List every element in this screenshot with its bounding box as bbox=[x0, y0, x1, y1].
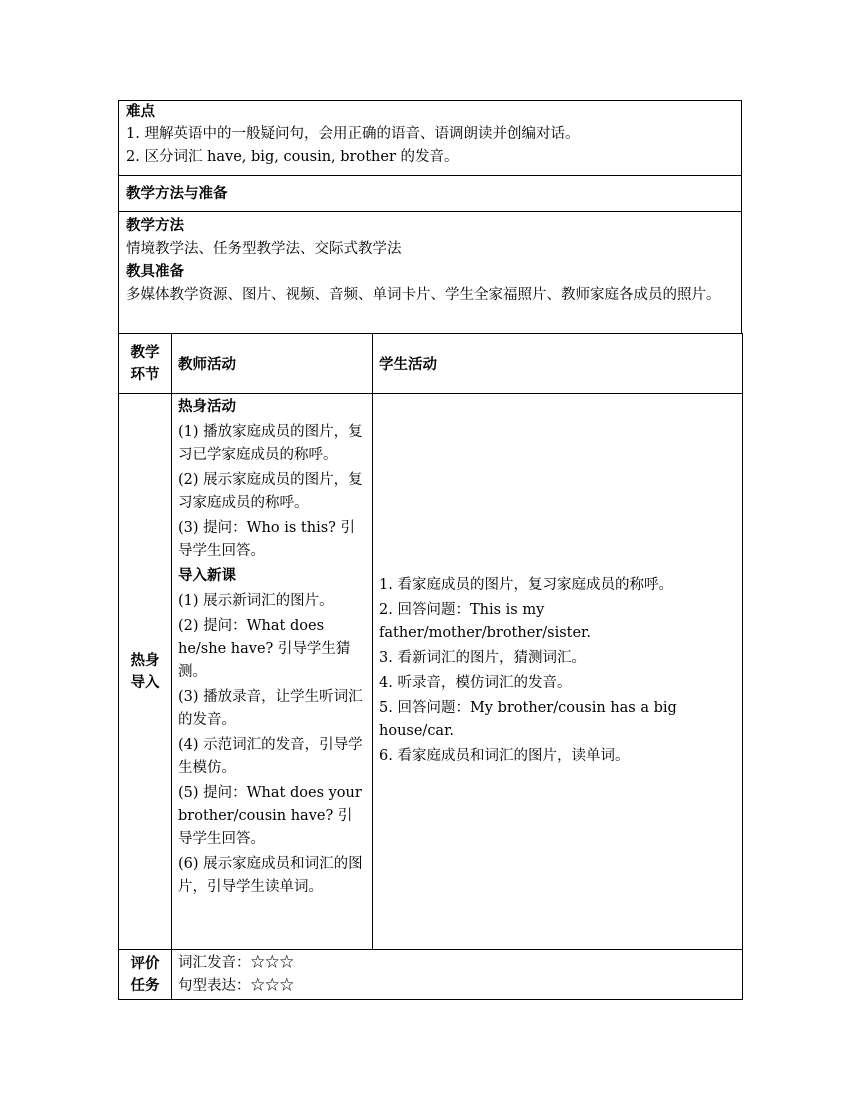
difficulty-item: 1. 理解英语中的一般疑问句，会用正确的语音、语调朗读并创编对话。 bbox=[126, 126, 580, 142]
stage-column-header bbox=[119, 334, 172, 394]
stage-column-header-text: 教学环节 bbox=[130, 344, 160, 383]
warmup-heading: 热身活动 bbox=[178, 399, 236, 415]
stage-label: 热身导入 bbox=[130, 652, 160, 691]
student-item: 6. 看家庭成员和词汇的图片，读单词。 bbox=[379, 747, 630, 764]
student-item: 1. 看家庭成员的图片，复习家庭成员的称呼。 bbox=[379, 576, 673, 593]
student-item: 2. 回答问题：This is my father/mother/brother/sister. bbox=[379, 601, 591, 641]
difficulties-heading: 难点 bbox=[126, 104, 155, 120]
methods-text: 情境教学法、任务型教学法、交际式教学法 bbox=[126, 241, 402, 257]
warmup-item: (1) 播放家庭成员的图片，复习已学家庭成员的称呼。 bbox=[178, 424, 363, 463]
prep-heading: 教具准备 bbox=[126, 264, 184, 280]
intro-item: (1) 展示新词汇的图片。 bbox=[178, 593, 334, 609]
intro-heading: 导入新课 bbox=[178, 568, 236, 584]
methods-section bbox=[118, 211, 742, 334]
student-item: 4. 听录音，模仿词汇的发音。 bbox=[379, 674, 572, 691]
activities-table bbox=[118, 333, 743, 1000]
intro-item: (5) 提问：What does your brother/cousin have? 引导学生回答。 bbox=[178, 785, 362, 847]
difficulties-section bbox=[118, 100, 742, 176]
eval-label: 评价任务 bbox=[130, 955, 160, 994]
methods-heading-row bbox=[118, 175, 742, 212]
warmup-item: (3) 提问：Who is this? 引导学生回答。 bbox=[178, 520, 356, 559]
methods-section-heading: 教学方法与准备 bbox=[126, 186, 228, 202]
intro-item: (4) 示范词汇的发音，引导学生模仿。 bbox=[178, 737, 363, 776]
teacher-activities-cell bbox=[172, 394, 373, 950]
intro-item: (6) 展示家庭成员和词汇的图片，引导学生读单词。 bbox=[178, 856, 363, 895]
teacher-column-header: 教师活动 bbox=[172, 334, 373, 394]
eval-label-cell bbox=[119, 950, 172, 1000]
student-item: 5. 回答问题：My brother/cousin has a big house/car. bbox=[379, 699, 677, 739]
methods-heading: 教学方法 bbox=[126, 218, 184, 234]
student-activities-cell bbox=[373, 394, 743, 950]
stage-label-cell bbox=[119, 394, 172, 950]
difficulty-item: 2. 区分词汇 have, big, cousin, brother 的发音。 bbox=[126, 149, 459, 165]
prep-text: 多媒体教学资源、图片、视频、音频、单词卡片、学生全家福照片、教师家庭各成员的照片。 bbox=[126, 287, 721, 303]
warmup-item: (2) 展示家庭成员的图片，复习家庭成员的称呼。 bbox=[178, 472, 363, 511]
intro-item: (3) 播放录音，让学生听词汇的发音。 bbox=[178, 689, 363, 728]
student-item: 3. 看新词汇的图片，猜测词汇。 bbox=[379, 649, 586, 666]
intro-item: (2) 提问：What does he/she have? 引导学生猜测。 bbox=[178, 618, 351, 680]
eval-item: 句型表达：☆☆☆ bbox=[178, 977, 294, 994]
eval-cell bbox=[172, 950, 743, 1000]
student-column-header: 学生活动 bbox=[373, 334, 743, 394]
eval-item: 词汇发音：☆☆☆ bbox=[178, 954, 294, 971]
